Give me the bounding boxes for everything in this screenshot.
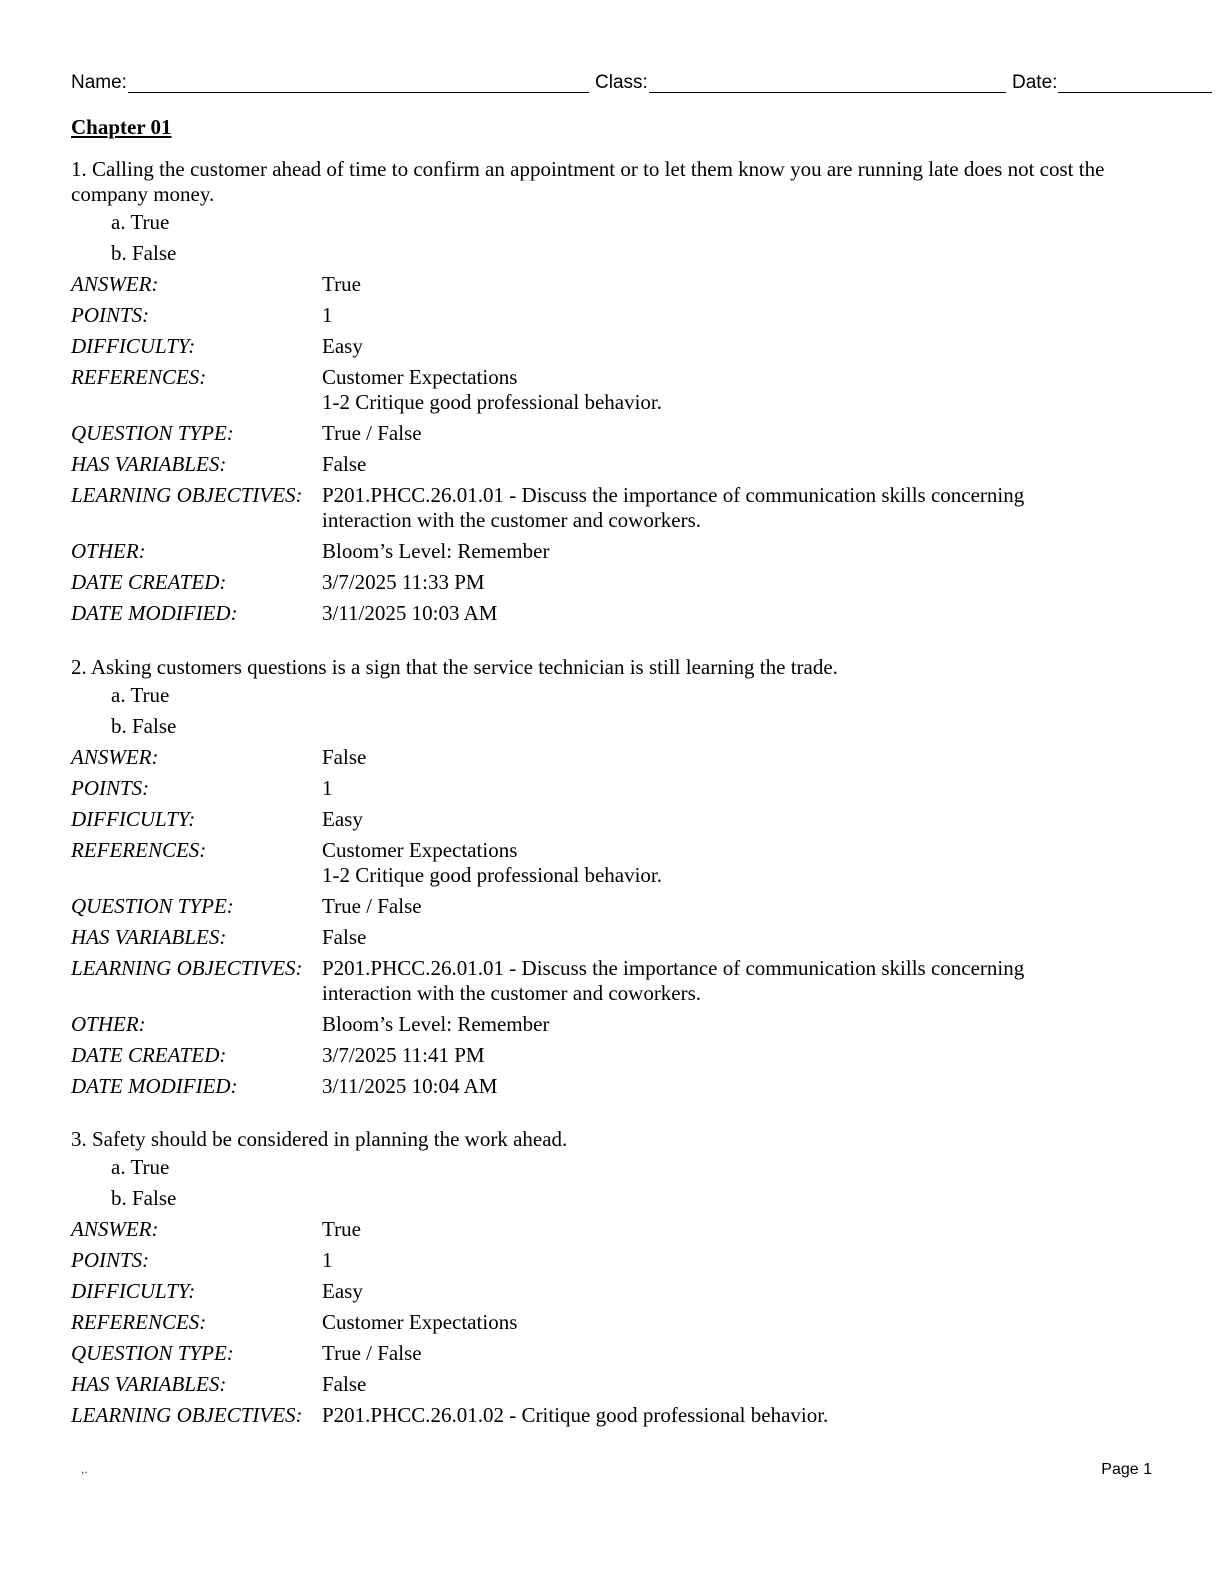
choice-a: a. True (111, 1155, 170, 1179)
answer-label: ANSWER: (71, 745, 159, 769)
date-created-value: 3/7/2025 11:41 PM (322, 1043, 485, 1067)
learning-objectives-label: LEARNING OBJECTIVES: (71, 483, 303, 507)
reference-line: 1-2 Critique good professional behavior. (322, 390, 663, 414)
learning-objectives-label: LEARNING OBJECTIVES: (71, 956, 303, 980)
name-field[interactable] (71, 70, 589, 96)
meta-row-question-type (71, 1338, 1082, 1369)
question-type-label: QUESTION TYPE: (71, 1341, 234, 1365)
meta-row-date-created (71, 567, 1082, 598)
meta-row-difficulty (71, 1276, 1082, 1307)
difficulty-value: Easy (322, 807, 363, 831)
reference-line: 1-2 Critique good professional behavior. (322, 863, 663, 887)
has-variables-label: HAS VARIABLES: (71, 1372, 227, 1396)
meta-row-references (71, 1307, 1082, 1338)
difficulty-value: Easy (322, 1279, 363, 1303)
question-metadata (71, 742, 1082, 1102)
date-modified-value: 3/11/2025 10:03 AM (322, 601, 498, 625)
reference-line: Customer Expectations (322, 838, 518, 862)
meta-row-question-type (71, 418, 1082, 449)
choice-a: a. True (111, 210, 170, 234)
date-created-value: 3/7/2025 11:33 PM (322, 570, 485, 594)
question-type-value: True / False (322, 1341, 422, 1365)
date-label: Date: (1012, 72, 1058, 93)
answer-value: True (322, 1217, 361, 1241)
meta-row-other (71, 536, 1082, 567)
answer-choices (71, 680, 1151, 742)
meta-row-difficulty (71, 804, 1082, 835)
name-line[interactable] (128, 70, 589, 93)
class-field[interactable] (595, 70, 1006, 96)
references-label: REFERENCES: (71, 1310, 207, 1334)
meta-row-has-variables (71, 922, 1082, 953)
question-type-value: True / False (322, 421, 422, 445)
chapter-title: Chapter 01 (71, 115, 172, 139)
reference-line: Customer Expectations (322, 1310, 518, 1334)
references-value (322, 835, 1082, 891)
meta-row-points (71, 1245, 1082, 1276)
answer-label: ANSWER: (71, 1217, 159, 1241)
question-text: 2. Asking customers questions is a sign that the service technician is still learning the trade. (71, 655, 838, 679)
choice-b: b. False (111, 1186, 177, 1210)
choice-b: b. False (111, 241, 177, 265)
meta-row-answer (71, 742, 1082, 773)
answer-choices (71, 207, 1151, 269)
date-created-label: DATE CREATED: (71, 570, 227, 594)
meta-row-date-modified (71, 1071, 1082, 1102)
footer-mark: ,. (81, 1462, 88, 1476)
meta-row-has-variables (71, 449, 1082, 480)
question-1 (71, 157, 1151, 629)
other-value: Bloom’s Level: Remember (322, 1012, 550, 1036)
meta-row-points (71, 773, 1082, 804)
question-3 (71, 1127, 1151, 1431)
class-line[interactable] (649, 70, 1006, 93)
meta-row-has-variables (71, 1369, 1082, 1400)
meta-row-date-modified (71, 598, 1082, 629)
learning-objectives-value: P201.PHCC.26.01.01 - Discuss the importance of communication skills concerning interaction with the customer and coworkers. (322, 956, 1025, 1005)
references-label: REFERENCES: (71, 838, 207, 862)
answer-label: ANSWER: (71, 272, 159, 296)
has-variables-label: HAS VARIABLES: (71, 925, 227, 949)
meta-row-answer (71, 269, 1082, 300)
question-text: 3. Safety should be considered in planning the work ahead. (71, 1127, 568, 1151)
references-value (322, 362, 1082, 418)
has-variables-value: False (322, 925, 367, 949)
date-modified-value: 3/11/2025 10:04 AM (322, 1074, 498, 1098)
points-label: POINTS: (71, 776, 150, 800)
date-modified-label: DATE MODIFIED: (71, 601, 238, 625)
difficulty-value: Easy (322, 334, 363, 358)
has-variables-value: False (322, 452, 367, 476)
question-metadata (71, 1214, 1082, 1431)
learning-objectives-value: P201.PHCC.26.01.02 - Critique good professional behavior. (322, 1403, 829, 1427)
question-metadata (71, 269, 1082, 629)
class-label: Class: (595, 72, 648, 93)
meta-row-answer (71, 1214, 1082, 1245)
page-number: Page 1 (1101, 1461, 1152, 1478)
answer-value: True (322, 272, 361, 296)
choice-b: b. False (111, 714, 177, 738)
meta-row-date-created (71, 1040, 1082, 1071)
references-value (322, 1307, 1082, 1338)
references-label: REFERENCES: (71, 365, 207, 389)
meta-row-references (71, 835, 1082, 891)
date-field[interactable] (1012, 70, 1212, 96)
meta-row-learning-objectives (71, 953, 1082, 1009)
meta-row-learning-objectives (71, 1400, 1082, 1431)
other-value: Bloom’s Level: Remember (322, 539, 550, 563)
meta-row-difficulty (71, 331, 1082, 362)
difficulty-label: DIFFICULTY: (71, 807, 196, 831)
points-label: POINTS: (71, 1248, 150, 1272)
date-modified-label: DATE MODIFIED: (71, 1074, 238, 1098)
question-text: 1. Calling the customer ahead of time to confirm an appointment or to let them know you are running late does not cost the company money. (71, 157, 1105, 206)
meta-row-points (71, 300, 1082, 331)
meta-row-question-type (71, 891, 1082, 922)
learning-objectives-label: LEARNING OBJECTIVES: (71, 1403, 303, 1427)
has-variables-value: False (322, 1372, 367, 1396)
question-type-label: QUESTION TYPE: (71, 421, 234, 445)
difficulty-label: DIFFICULTY: (71, 334, 196, 358)
question-type-value: True / False (322, 894, 422, 918)
date-line[interactable] (1058, 70, 1212, 93)
points-value: 1 (322, 303, 333, 327)
meta-row-references (71, 362, 1082, 418)
learning-objectives-value: P201.PHCC.26.01.01 - Discuss the importance of communication skills concerning interaction with the customer and coworkers. (322, 483, 1025, 532)
difficulty-label: DIFFICULTY: (71, 1279, 196, 1303)
student-info-header (71, 70, 1143, 96)
points-value: 1 (322, 776, 333, 800)
other-label: OTHER: (71, 1012, 146, 1036)
choice-a: a. True (111, 683, 170, 707)
has-variables-label: HAS VARIABLES: (71, 452, 227, 476)
points-value: 1 (322, 1248, 333, 1272)
reference-line: Customer Expectations (322, 365, 518, 389)
question-2 (71, 655, 1151, 1102)
question-type-label: QUESTION TYPE: (71, 894, 234, 918)
points-label: POINTS: (71, 303, 150, 327)
answer-value: False (322, 745, 367, 769)
other-label: OTHER: (71, 539, 146, 563)
meta-row-other (71, 1009, 1082, 1040)
meta-row-learning-objectives (71, 480, 1082, 536)
name-label: Name: (71, 72, 127, 93)
date-created-label: DATE CREATED: (71, 1043, 227, 1067)
answer-choices (71, 1152, 1151, 1214)
